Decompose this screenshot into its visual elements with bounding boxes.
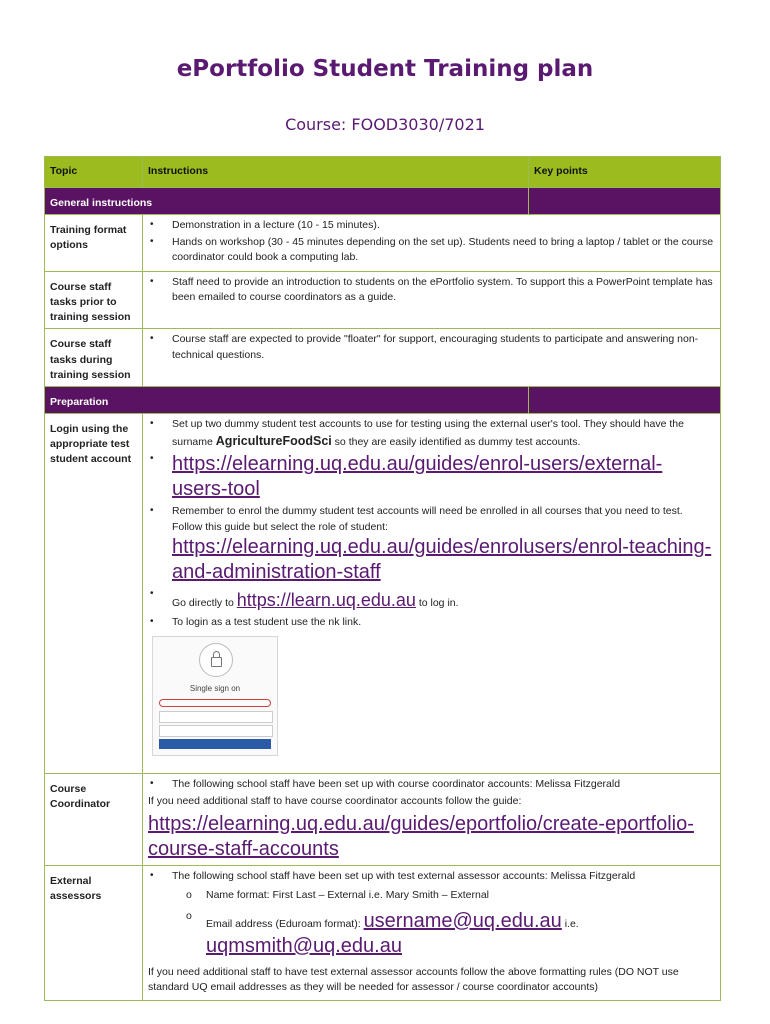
external-bullet-text: The following school staff have been set up with test external assessor accounts: Melissa Fitzgerald bbox=[172, 869, 636, 882]
list-item: • To login as a test student use the nk link. bbox=[172, 615, 715, 630]
username-field bbox=[159, 711, 273, 723]
password-field bbox=[159, 725, 273, 737]
list-item bbox=[172, 869, 715, 959]
list-item: o Name format: First Last – External i.e. Mary Smith – External bbox=[206, 888, 715, 903]
login-button bbox=[159, 739, 271, 749]
list-item bbox=[172, 504, 715, 584]
login-bullet-text-end: so they are easily identified as dummy test accounts. bbox=[331, 436, 581, 449]
login-bullet-text: Set up two dummy student test accounts to use for testing using the external user's tool. They should have the surname bbox=[172, 417, 684, 449]
topic-training-format: Training format options bbox=[45, 215, 143, 272]
instructions-login bbox=[143, 413, 721, 773]
list-item bbox=[206, 909, 715, 959]
header-key-points: Key points bbox=[529, 157, 721, 188]
table-row bbox=[45, 774, 721, 865]
list-item: • Course staff are expected to provide "floater" for support, encouraging students to participate and answering non-technical questions. bbox=[172, 332, 715, 362]
instructions-course-coordinator bbox=[143, 774, 721, 865]
instructions-staff-during bbox=[143, 329, 721, 387]
section-general-empty bbox=[529, 188, 721, 215]
section-preparation-empty bbox=[529, 386, 721, 413]
learn-uq-link[interactable]: https://learn.uq.edu.au bbox=[236, 589, 416, 610]
table-row bbox=[45, 329, 721, 387]
dummy-surname: AgricultureFoodSci bbox=[215, 434, 332, 449]
list-item bbox=[172, 417, 715, 450]
coordinator-guide-text: If you need additional staff to have course coordinator accounts follow the guide: bbox=[148, 795, 522, 808]
instructions-staff-prior bbox=[143, 271, 721, 329]
header-topic: Topic bbox=[45, 157, 143, 188]
example-email-link[interactable]: uqmsmith@uq.edu.au bbox=[206, 935, 402, 958]
course-subtitle: Course: FOOD3030/7021 bbox=[285, 115, 485, 134]
topic-course-coordinator: Course Coordinator bbox=[45, 774, 143, 865]
list-item: • Demonstration in a lecture (10 - 15 minutes). bbox=[172, 218, 715, 233]
create-staff-accounts-link[interactable]: https://elearning.uq.edu.au/guides/eportfolio/create-eportfolio-course-staff-accounts bbox=[148, 812, 694, 860]
error-banner bbox=[159, 699, 271, 707]
to-log-in-text: to log in. bbox=[415, 596, 459, 609]
go-directly-text: Go directly to bbox=[172, 596, 237, 609]
enrol-instructions: Remember to enrol the dummy student test accounts will need be enrolled in all courses that you need to test. Follow this guide but select the role of student: bbox=[172, 505, 683, 533]
single-sign-on-heading: Single sign on bbox=[189, 684, 241, 694]
table-header-row bbox=[45, 157, 721, 188]
section-preparation-label: Preparation bbox=[45, 386, 529, 413]
table-row bbox=[45, 215, 721, 272]
instructions-external-assessors bbox=[143, 865, 721, 1001]
list-item: • Staff need to provide an introduction to students on the ePortfolio system. To support this a PowerPoint template has been emailed to course coordinators as a guide. bbox=[172, 275, 715, 305]
list-item: • Hands on workshop (30 - 45 minutes depending on the set up). Students need to bring a laptop / tablet or the course coordinator could book a computing lab. bbox=[172, 235, 715, 265]
list-item bbox=[172, 587, 715, 613]
external-guide-text: If you need additional staff to have test external assessor accounts follow the above formatting rules (DO NOT use standard UQ email addresses as they will be needed for assessor / course coordinator accounts) bbox=[148, 966, 679, 994]
section-row-preparation bbox=[45, 386, 721, 413]
table-row bbox=[45, 865, 721, 1001]
ie-text: i.e. bbox=[561, 918, 579, 931]
list-item: • The following school staff have been set up with course coordinator accounts: Melissa Fitzgerald bbox=[172, 777, 715, 792]
page-title: ePortfolio Student Training plan bbox=[176, 56, 594, 82]
section-general-label: General instructions bbox=[45, 188, 529, 215]
section-row-general bbox=[45, 188, 721, 215]
login-screenshot bbox=[152, 636, 278, 756]
username-email-link[interactable]: username@uq.edu.au bbox=[363, 910, 562, 933]
header-instructions: Instructions bbox=[143, 157, 529, 188]
instructions-training-format bbox=[143, 215, 721, 272]
topic-login: Login using the appropriate test student account bbox=[45, 413, 143, 773]
email-format-text: Email address (Eduroam format): bbox=[206, 918, 364, 931]
table-row bbox=[45, 271, 721, 329]
topic-staff-during: Course staff tasks during training session bbox=[45, 329, 143, 387]
training-plan-table bbox=[44, 156, 721, 1001]
topic-external-assessors: External assessors bbox=[45, 865, 143, 1001]
list-item bbox=[172, 452, 715, 502]
table-row bbox=[45, 413, 721, 773]
enrol-staff-guide-link[interactable]: https://elearning.uq.edu.au/guides/enrolusers/enrol-teaching-and-administration-staff bbox=[172, 535, 712, 583]
topic-staff-prior: Course staff tasks prior to training session bbox=[45, 271, 143, 329]
external-users-tool-link[interactable]: https://elearning.uq.edu.au/guides/enrol-users/external-users-tool bbox=[172, 453, 663, 501]
lock-icon bbox=[199, 643, 233, 677]
